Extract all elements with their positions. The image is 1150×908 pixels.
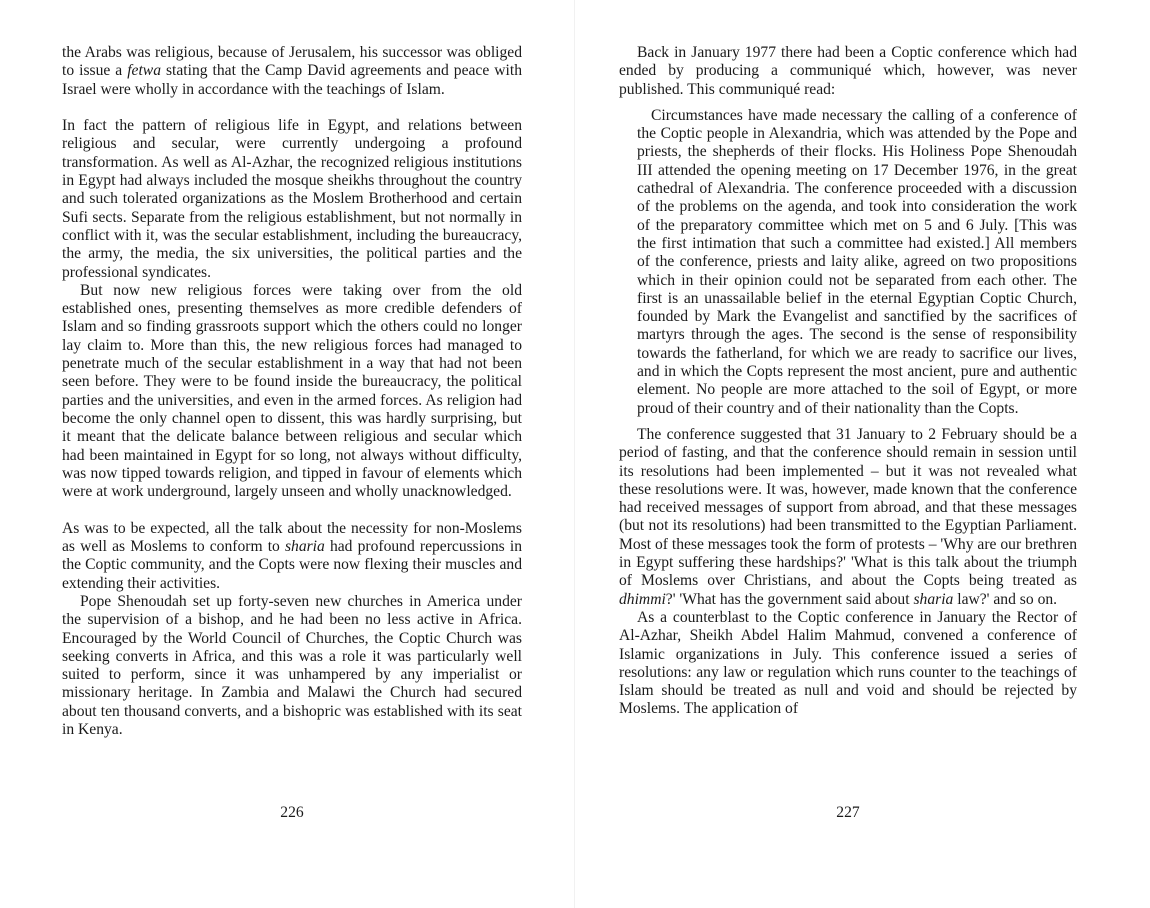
communique-quote: Circumstances have made necessary the calling of a conference of the Coptic people in Alexandria, which was attended by the Pope and priests, the shepherds of their flocks. His Holiness Pope Shenoudah III attended the opening meeting on 17 December 1976, in the great cathedral of Alexandria. The conference proceeded with a discussion of the problems on the agenda, and took into consideration the work of the preparatory committee which met on 5 and 6 July. [This was the first intimation that such a committee had existed.] All members of the conference, priests and laity alike, agreed on two propositions which in their opinion could not be separated from each other. The first is an unassailable belief in the eternal Egyptian Coptic Church, founded by Mark the Evangelist and sanctified by the sacrifices of martyrs through the ages. The second is the sense of responsibility towards the fatherland, for which we are ready to sacrifice our lives, and in which the Copts represent the most ancient, pure and authentic element. No people are more attached to the soil of Egypt, or more proud of their country and of their nationality than the Copts. [637,106,1077,417]
left-page-text [62,44,522,739]
left-paragraph-1: the Arabs was religious, because of Jerusalem, his successor was obliged to issue a fetwa stating that the Camp David agreements and peace with Israel were wholly in accordance with the teachings of Islam. [62,44,522,98]
right-page-number: 227 [836,804,860,821]
right-page [619,0,1077,908]
left-paragraph-3: But now new religious forces were taking over from the old established ones, presenting themselves as more credible defenders of Islam and so finding grassroots support which the others could no longer lay claim to. More than this, the new religious forces had managed to penetrate much of the secular establishment in a way that had not been seen before. They were to be found inside the bureaucracy, the political parties and the universities, and even in the armed forces. As religion had become the only channel open to dissent, this was hardly surprising, but it meant that the delicate balance between religious and secular which had been maintained in Egypt for so long, not always without difficulty, was now tipped towards religion, and tipped in favour of elements which were at work underground, largely unseen and wholly unacknowledged. [62,281,522,501]
left-paragraph-4: As was to be expected, all the talk about the necessity for non-Moslems as well as Moslems to conform to sharia had profound repercussions in the Coptic community, and the Copts were now flexing their muscles and extending their activities. [62,519,522,592]
book-gutter [574,0,575,908]
right-paragraph-3: As a counterblast to the Coptic conference in January the Rector of Al-Azhar, Sheikh Abdel Halim Mahmud, convened a conference of Islamic organizations in July. This conference issued a series of resolutions: any law or regulation which runs counter to the teachings of Islam should be treated as null and void and should be rejected by Moslems. The application of [619,608,1077,718]
left-page [62,0,522,908]
right-paragraph-2: The conference suggested that 31 January to 2 February should be a period of fasting, and that the conference should remain in session until its resolutions had been implemented – but it was not revealed what these resolutions were. It was, however, made known that the conference had received messages of support from abroad, and that these messages (but not its resolutions) had been transmitted to the Egyptian Parliament. Most of these messages took the form of protests – 'Why are our brethren in Egypt suffering these hardships?' 'What is this talk about the triumph of Moslems over Christians, and about the Copts being treated as dhimmi?' 'What has the government said about sharia law?' and so on. [619,425,1077,608]
left-paragraph-2: In fact the pattern of religious life in Egypt, and relations between religious and secular, were currently undergoing a profound transformation. As well as Al-Azhar, the recognized religious institutions in Egypt had always included the mosque sheikhs throughout the country and such tolerated organizations as the Moslem Brotherhood and certain Sufi sects. Separate from the religious establishment, but not normally in conflict with it, was the secular establishment, including the bureaucracy, the army, the media, the six universities, the political parties and the professional syndicates. [62,117,522,281]
left-paragraph-5: Pope Shenoudah set up forty-seven new churches in America under the supervision of a bishop, and he had been no less active in Africa. Encouraged by the World Council of Churches, the Coptic Church was seeking converts in Africa, and this was a role it was particularly well suited to perform, since it was unhampered by any imperialist or missionary heritage. In Zambia and Malawi the Church had secured about ten thousand converts, and a bishopric was established with its seat in Kenya. [62,592,522,738]
right-paragraph-1: Back in January 1977 there had been a Coptic conference which had ended by producing a communiqué which, however, was never published. This communiqué read: [619,44,1077,98]
left-page-number: 226 [280,804,304,821]
right-page-text [619,44,1077,719]
